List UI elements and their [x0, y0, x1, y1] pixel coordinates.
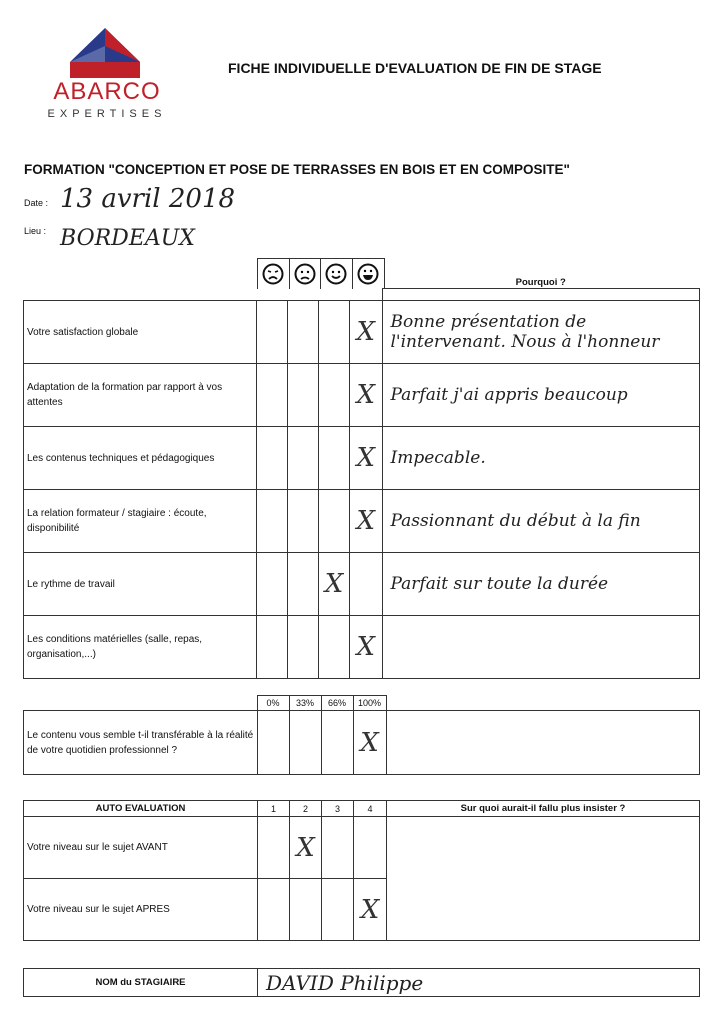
- check-mark: X: [350, 616, 383, 679]
- table-row: [24, 711, 700, 775]
- check-mark: X: [354, 879, 387, 941]
- lieu-label: Lieu :: [24, 226, 47, 236]
- stagiaire-table: [23, 968, 700, 997]
- logo-name: ABARCO: [53, 78, 161, 105]
- happy-icon: [325, 263, 347, 285]
- transfer-header-100: 100%: [353, 696, 386, 711]
- check-mark: X: [290, 817, 322, 879]
- auto-eval-title: AUTO EVALUATION: [24, 801, 258, 817]
- satisfaction-table: [23, 277, 700, 679]
- row-comment: Passionnant du début à la fin: [382, 490, 700, 553]
- transfer-header-66: 66%: [321, 696, 353, 711]
- check-mark: X: [350, 364, 383, 427]
- transfer-header-0: 0%: [257, 696, 289, 711]
- page-title: FICHE INDIVIDUELLE D'EVALUATION DE FIN DE STAGE: [228, 60, 602, 76]
- table-row: [24, 427, 700, 490]
- check-mark: X: [350, 301, 383, 364]
- row-comment: Parfait sur toute la durée: [382, 553, 700, 616]
- formation-title: FORMATION "CONCEPTION ET POSE DE TERRASSES EN BOIS ET EN COMPOSITE": [24, 162, 570, 177]
- row-label: Les contenus techniques et pédagogiques: [24, 427, 257, 490]
- lieu-value: BORDEAUX: [60, 226, 195, 251]
- very-happy-icon: [357, 263, 379, 285]
- level-2: 2: [290, 801, 322, 817]
- row-label: Les conditions matérielles (salle, repas, organisation,...): [24, 616, 257, 679]
- check-mark: X: [350, 490, 383, 553]
- row-comment: Bonne présentation de l'intervenant. Nous à l'honneur: [382, 301, 700, 364]
- row-comment: Parfait j'ai appris beaucoup: [382, 364, 700, 427]
- stagiaire-label: NOM du STAGIAIRE: [24, 969, 258, 997]
- table-row: [24, 817, 700, 879]
- row-label: Votre niveau sur le sujet APRES: [24, 879, 258, 941]
- level-4: 4: [354, 801, 387, 817]
- row-label: La relation formateur / stagiaire : écoute, disponibilité: [24, 490, 257, 553]
- abarco-logo-icon: [66, 24, 144, 80]
- auto-eval-table: [23, 800, 700, 941]
- row-label: Votre satisfaction globale: [24, 301, 257, 364]
- table-row: [24, 490, 700, 553]
- level-1: 1: [258, 801, 290, 817]
- auto-eval-question: Sur quoi aurait-il fallu plus insister ?: [387, 801, 700, 817]
- transfer-label: Le contenu vous semble t-il transférable à la réalité de votre quotidien professionnel ?: [24, 711, 258, 775]
- very-unhappy-icon: [262, 263, 284, 285]
- date-label: Date :: [24, 198, 49, 208]
- check-mark: X: [353, 711, 386, 775]
- satisfaction-faces-header: [257, 258, 385, 289]
- row-label: Adaptation de la formation par rapport à vos attentes: [24, 364, 257, 427]
- date-value: 13 avril 2018: [60, 184, 236, 214]
- table-row: [24, 301, 700, 364]
- table-row: [24, 553, 700, 616]
- pourquoi-header: Pourquoi ?: [382, 277, 700, 289]
- row-comment: Impecable.: [382, 427, 700, 490]
- table-row: [24, 616, 700, 679]
- row-label: Le rythme de travail: [24, 553, 257, 616]
- check-mark: X: [319, 553, 350, 616]
- unhappy-icon: [294, 263, 316, 285]
- row-label: Votre niveau sur le sujet AVANT: [24, 817, 258, 879]
- transfer-header-33: 33%: [289, 696, 321, 711]
- row-comment: [382, 616, 700, 679]
- table-row: [24, 364, 700, 427]
- stagiaire-name: DAVID Philippe: [258, 969, 700, 997]
- transfer-table: [23, 695, 700, 775]
- level-3: 3: [322, 801, 354, 817]
- logo-subtitle: EXPERTISES: [47, 108, 167, 120]
- check-mark: X: [350, 427, 383, 490]
